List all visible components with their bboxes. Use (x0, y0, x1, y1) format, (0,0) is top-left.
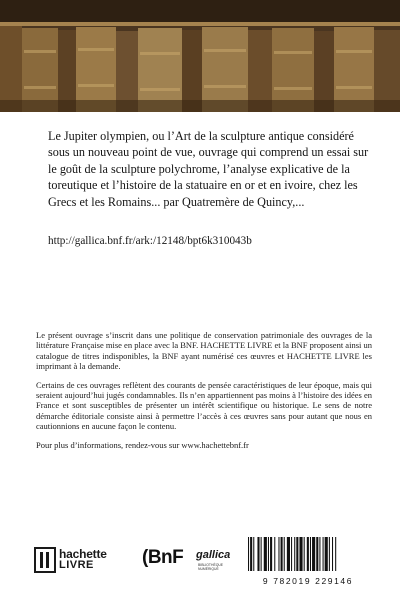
barcode-bar (304, 537, 305, 571)
notice-paragraph-2: Certains de ces ouvrages reflètent des courants de pensée caractéristiques de leur époque, mais qui seraient aujourd’hui jugés condamnables. Ils n’en appartiennent pas moins à l’histoire des idées en France et sont susceptibles de présenter un intérêt scientifique ou historique. Le sens de notre démarche éditoriale consiste ainsi à permettre l’accès à ces œuvres sans pour autant que nous en cautionnions en aucune façon le contenu. (36, 379, 372, 432)
barcode-bar (296, 537, 298, 571)
barcode-bar (284, 537, 285, 571)
hachette-logo-top: hachette (59, 547, 107, 561)
isbn-barcode (242, 535, 374, 587)
barcode-bar (307, 537, 309, 571)
barcode-bar (329, 537, 330, 571)
bookshelf-photo-band (0, 0, 400, 112)
bnf-logo: (BnF (142, 547, 184, 568)
gallica-url[interactable]: http://gallica.bnf.fr/ark:/12148/bpt6k310043b (48, 235, 252, 247)
barcode-bar (335, 537, 336, 571)
bookshelf-image (0, 0, 400, 112)
barcode-bar (319, 537, 320, 571)
barcode-bar (257, 537, 259, 571)
barcode-bar (274, 537, 275, 571)
hachette-mark-icon (34, 547, 56, 573)
notice-paragraph-3: Pour plus d’informations, rendez-vous sur www.hachettebnf.fr (36, 439, 249, 450)
barcode-bar (316, 537, 318, 571)
barcode-digits: 9 782019 229146 (262, 576, 354, 586)
title-block (48, 128, 370, 210)
barcode-bars (242, 535, 374, 575)
barcode-bar (253, 537, 254, 571)
logos-row (34, 545, 374, 587)
barcode-bar (264, 537, 267, 571)
barcode-bar (291, 537, 292, 571)
barcode-bar (325, 537, 328, 571)
barcode-bar (287, 537, 290, 571)
hachette-livre-logo (34, 545, 107, 575)
publisher-notice (36, 330, 372, 450)
barcode-bar (299, 537, 302, 571)
barcode-bar (332, 537, 333, 571)
barcode-bar (248, 537, 249, 571)
book-title: Le Jupiter olympien, ou l’Art de la sculpture antique considéré sous un nouveau point de vue, ouvrage qui comprend un essai sur le goût de la sculpture polychrome, l’analyse explicative de la toreutique et l’histoire de la statuaire en or et en ivoire, chez les Grecs et les Romains... par Quatremère de Quincy,... (48, 129, 369, 209)
notice-paragraph-1: Le présent ouvrage s’inscrit dans une politique de conservation patrimoniale des ouvrages de la littérature Française mise en place avec la BNF. HACHETTE LIVRE et la BNF proposent ainsi un catalogue de titres indisponibles, la BNF ayant numérisé ces œuvres et HACHETTE LIVRE les imprimant à la demande. (36, 330, 372, 372)
barcode-bar (281, 537, 283, 571)
hachette-logo-bottom: LIVRE (59, 559, 94, 571)
gallica-logo-word: gallica (196, 549, 231, 561)
barcode-bar (270, 537, 272, 571)
barcode-bar (278, 537, 279, 571)
barcode-bar (312, 537, 315, 571)
barcode-bar (294, 537, 295, 571)
barcode-bar (310, 537, 311, 571)
barcode-bar (323, 537, 324, 571)
gallica-logo-subtitle: BIBLIOTHÈQUE NUMÉRIQUE (198, 563, 224, 571)
barcode-bar (261, 537, 262, 571)
barcode-bar (268, 537, 269, 571)
barcode-bar (250, 537, 252, 571)
gallica-logo (196, 545, 234, 583)
